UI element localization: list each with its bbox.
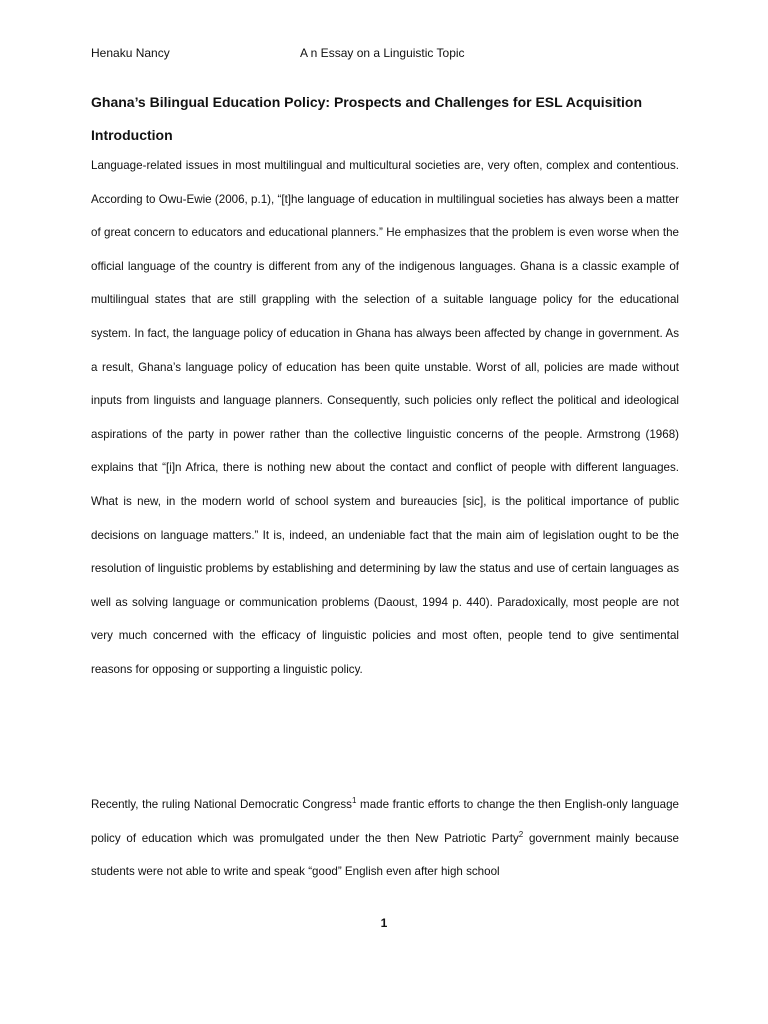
footnote-marker-2: 2 xyxy=(518,829,524,839)
introduction-paragraph-2 xyxy=(91,788,679,889)
header-running-title: A n Essay on a Linguistic Topic xyxy=(300,46,465,60)
paragraph-2-text-part-1: Recently, the ruling National Democratic Congress xyxy=(91,798,352,811)
introduction-paragraph-1: Language-related issues in most multilingual and multicultural societies are, very often, complex and contentious. According to Owu-Ewie (2006, p.1), “[t]he language of education in multilingual societies has always been a matter of great concern to educators and educational planners.” He emphasizes that the problem is even worse when the official language of the country is different from any of the indigenous languages. Ghana is a classic example of multilingual states that are still grappling with the selection of a suitable language policy for the educational system. In fact, the language policy of education in Ghana has always been affected by change in government. As a result, Ghana’s language policy of education has been quite unstable. Worst of all, policies are made without inputs from linguists and language planners. Consequently, such policies only reflect the political and ideological aspirations of the party in power rather than the collective linguistic concerns of the people. Armstrong (1968) explains that “[i]n Africa, there is nothing new about the contact and conflict of people with different languages. What is new, in the modern world of school system and bureaucies [sic], is the political importance of public decisions on language matters.” It is, indeed, an undeniable fact that the main aim of legislation ought to be the resolution of linguistic problems by establishing and determining by law the status and use of certain languages as well as solving language or communication problems (Daoust, 1994 p. 440). Paradoxically, most people are not very much concerned with the efficacy of linguistic policies and most often, people tend to give sentimental reasons for opposing or supporting a linguistic policy. xyxy=(91,159,679,676)
section-heading: Introduction xyxy=(91,127,173,143)
paragraph-2-text-part-2: made frantic efforts to change the then English-only language policy of education which was promulgated under the then New Patriotic Party xyxy=(91,798,679,845)
page-number: 1 xyxy=(380,916,388,930)
header-author: Henaku Nancy xyxy=(91,46,170,60)
footnote-marker-1: 1 xyxy=(351,796,357,806)
document-title: Ghana’s Bilingual Education Policy: Prospects and Challenges for ESL Acquisition xyxy=(91,94,643,110)
paragraph-2-text-part-3: government mainly because students were not able to write and speak “good” English even after high school xyxy=(91,831,679,879)
